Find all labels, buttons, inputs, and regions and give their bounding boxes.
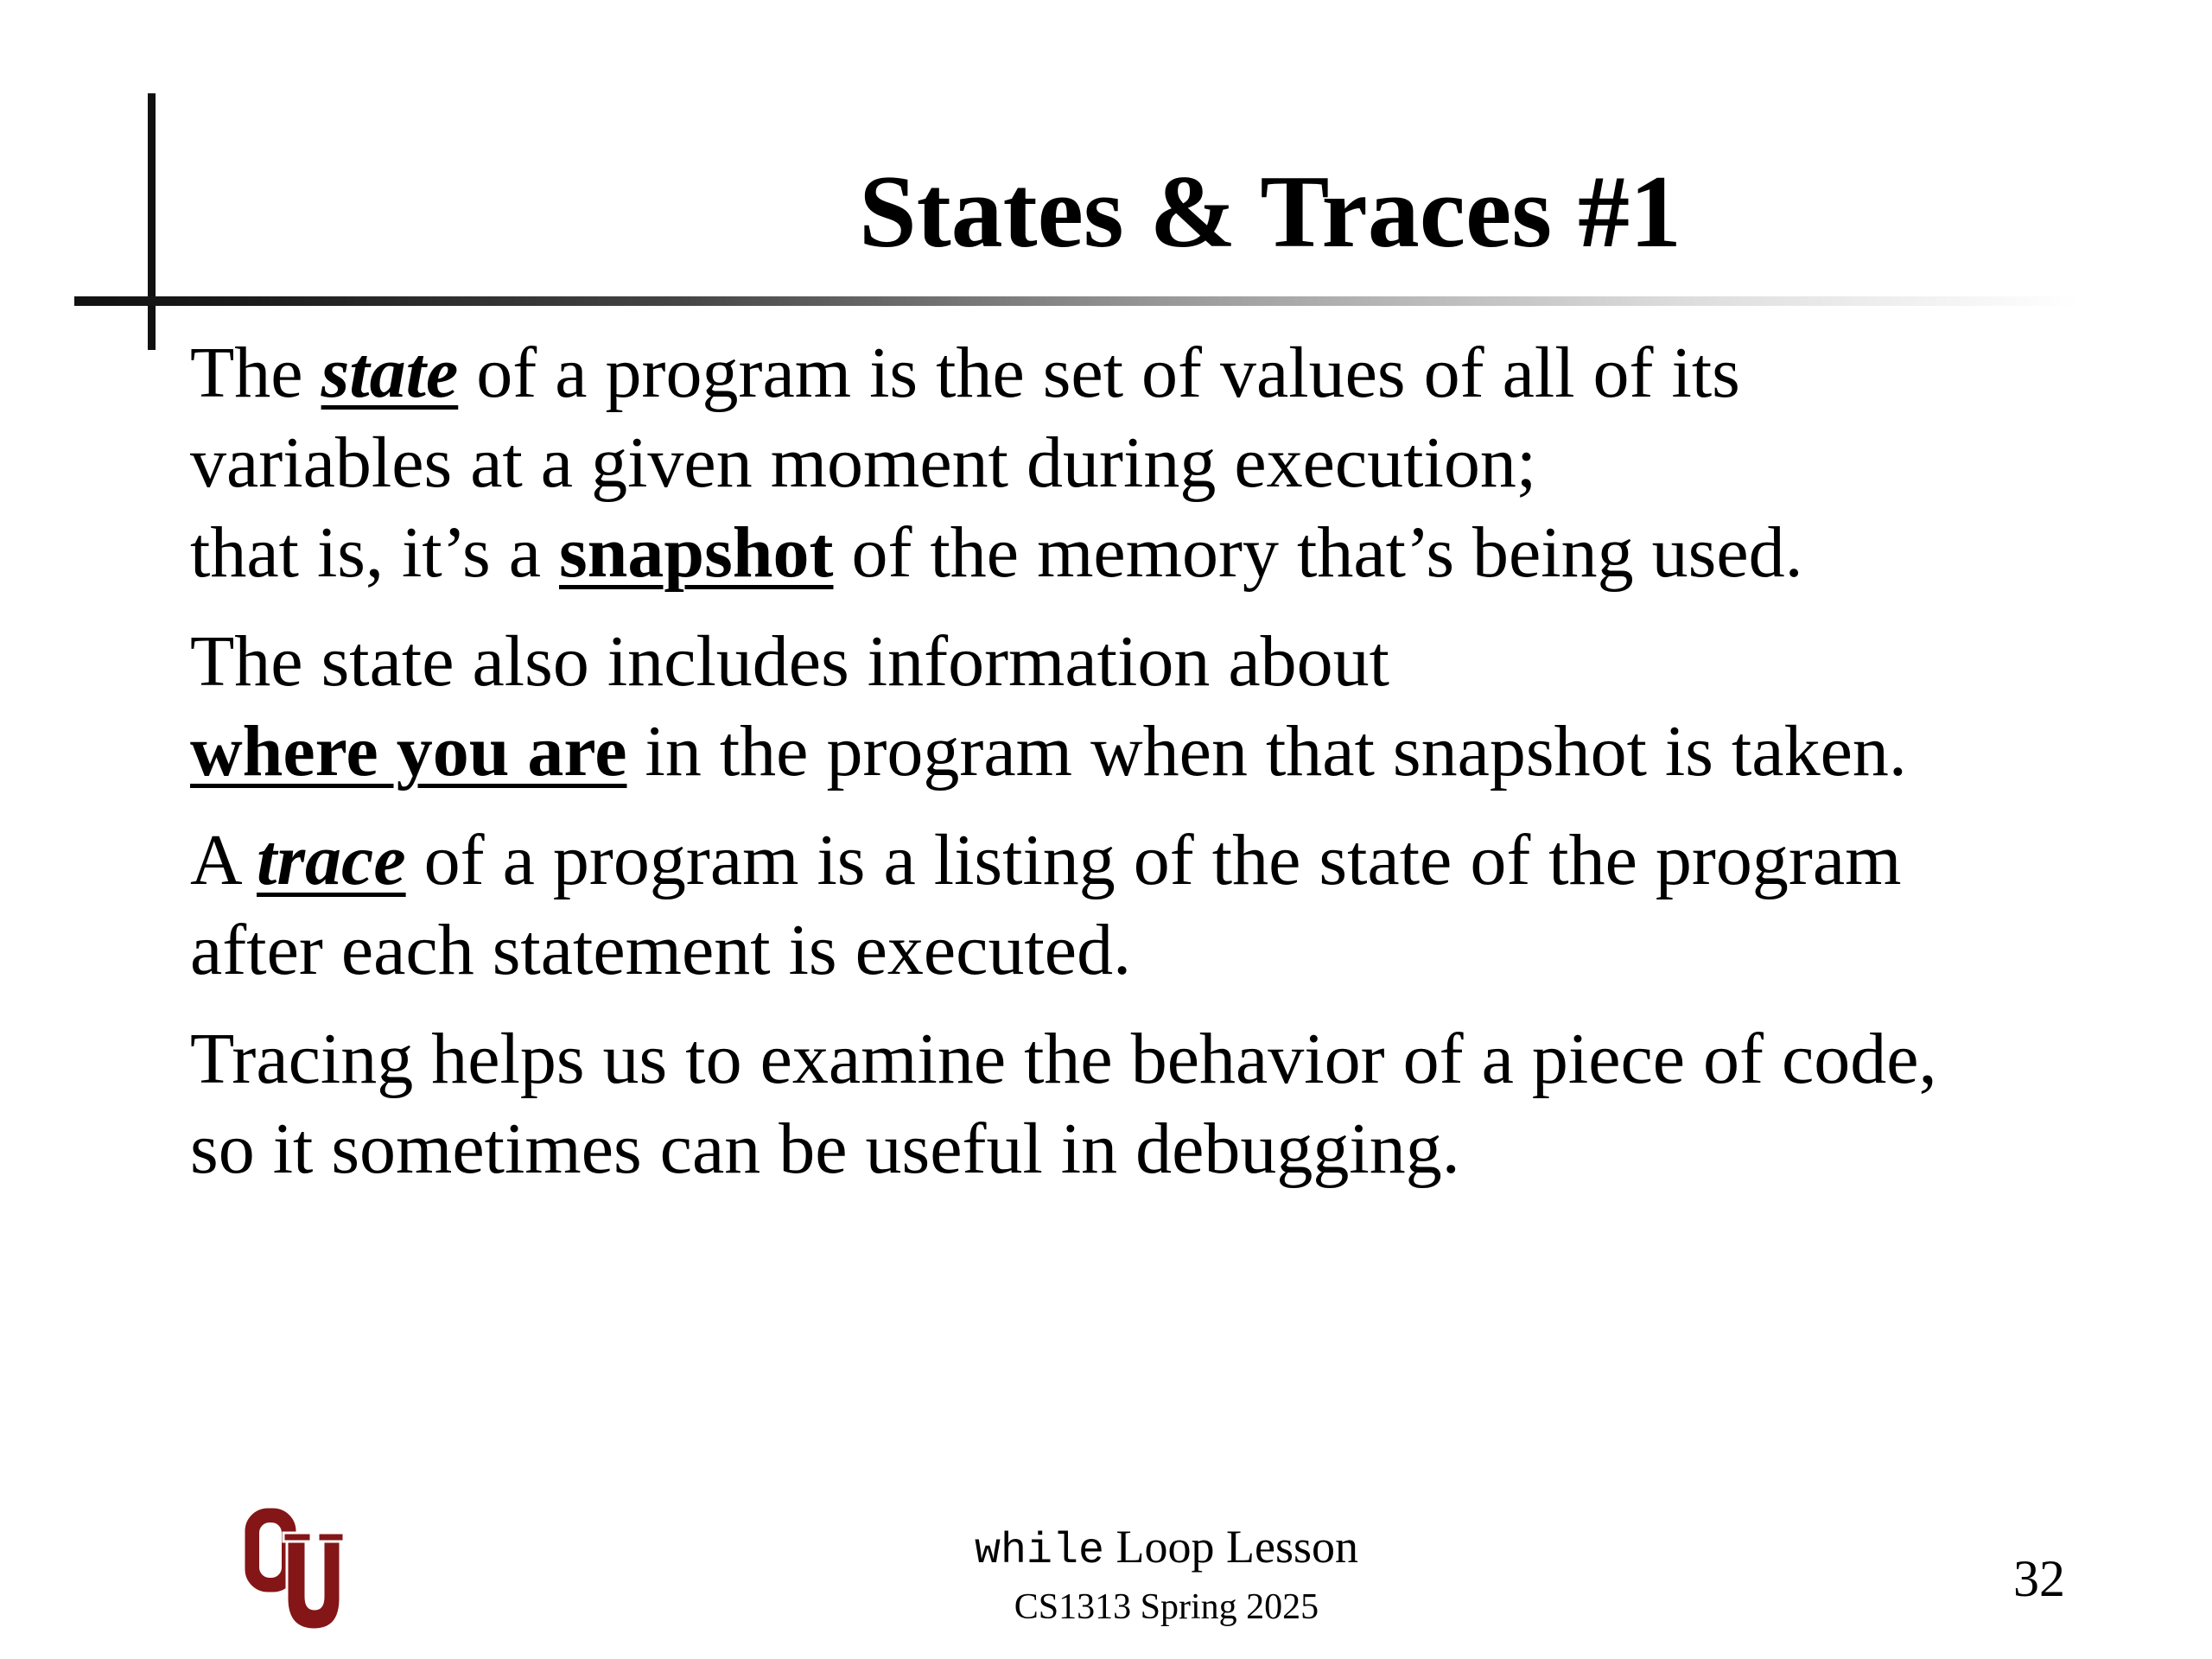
paragraph-state-definition <box>190 328 2091 598</box>
footer-course: CS1313 Spring 2025 <box>1014 1587 1319 1627</box>
footer-lesson-title: while Loop Lesson <box>975 1521 1358 1576</box>
term-snapshot: snapshot <box>558 512 834 593</box>
footer-code-keyword: while <box>975 1527 1105 1576</box>
paragraph-where-you-are <box>190 617 2091 797</box>
text-line: where you are in the program when that snapshot is taken. <box>190 711 1907 791</box>
text-line: so it sometimes can be useful in debugging. <box>190 1109 1460 1189</box>
term-state: state <box>321 333 459 413</box>
text-line: variables at a given moment during execution; <box>190 423 1537 503</box>
decorative-horizontal-rule <box>74 296 2079 306</box>
text-line: that is, it’s a snapshot of the memory that’s being used. <box>190 512 1803 593</box>
paragraph-tracing-usefulness <box>190 1014 2091 1194</box>
text-line: The state of a program is the set of values of all of its <box>190 333 1740 413</box>
paragraph-trace-definition <box>190 816 2091 995</box>
page-number: 32 <box>2013 1550 2065 1607</box>
slide-title: States & Traces #1 <box>858 154 1682 269</box>
text-line: A trace of a program is a listing of the state of the program <box>190 820 1902 900</box>
text-line: Tracing helps us to examine the behavior of a piece of code, <box>190 1019 1937 1099</box>
term-trace: trace <box>257 820 406 900</box>
footer-lesson-info <box>0 1519 2212 1631</box>
decorative-vertical-line <box>148 93 156 350</box>
text-line: The state also includes information about <box>190 621 1389 702</box>
term-where-you-are: where you are <box>190 711 627 791</box>
text-line: after each statement is executed. <box>190 910 1132 990</box>
slide-body <box>190 328 2091 1213</box>
